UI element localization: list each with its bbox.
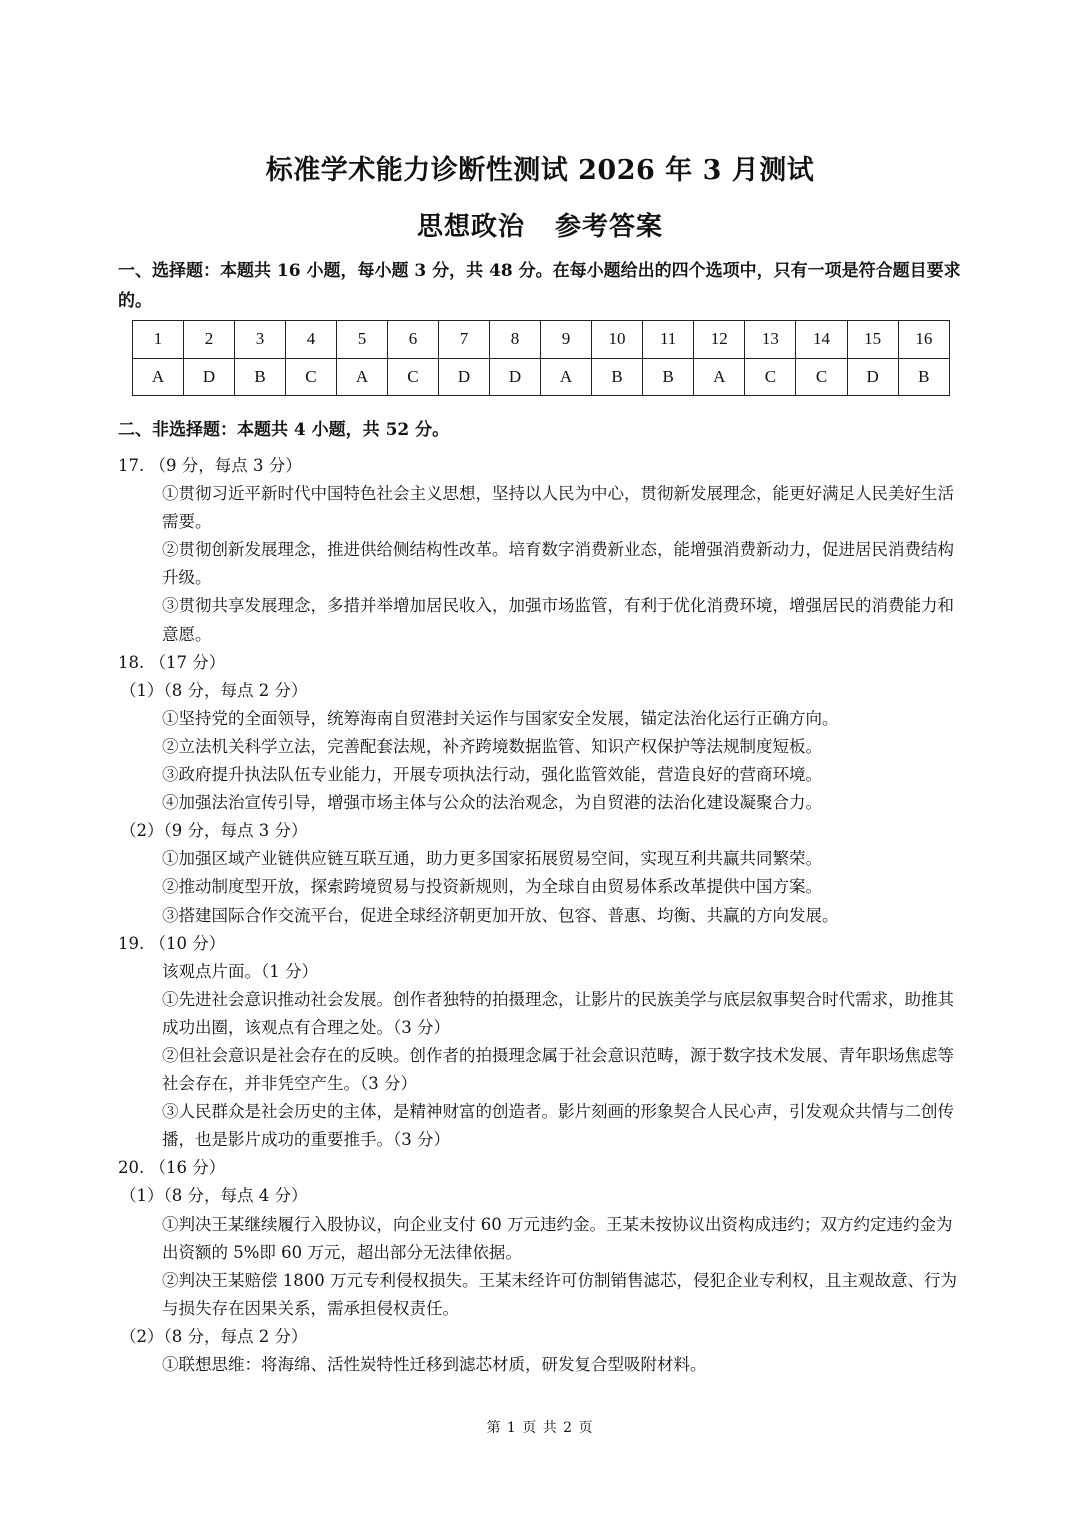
answer-cell: A xyxy=(694,358,745,396)
answer-cell: B xyxy=(898,358,949,396)
answer-point: ②立法机关科学立法，完善配套法规，补齐跨境数据监管、知识产权保护等法规制度短板。 xyxy=(162,736,822,756)
question-number-cell: 10 xyxy=(591,321,642,359)
answer-cell: A xyxy=(133,358,184,396)
answer-cell: D xyxy=(489,358,540,396)
question-number-cell: 3 xyxy=(235,321,286,359)
answer-point: ①贯彻习近平新时代中国特色社会主义思想，坚持以人民为中心，贯彻新发展理念，能更好满足人民美好生活需要。 xyxy=(162,484,954,532)
page-footer: 第 1 页 共 2 页 xyxy=(486,1420,594,1436)
answer-cell: D xyxy=(847,358,898,396)
answer-point: ④加强法治宣传引导，增强市场主体与公众的法治观念，为自贸港的法治化建设凝聚合力。 xyxy=(162,793,822,813)
question-number-cell: 7 xyxy=(438,321,489,359)
answer-cell: D xyxy=(184,358,235,396)
question-number-cell: 8 xyxy=(489,321,540,359)
subquestion-heading: （2）（8 分，每点 2 分） xyxy=(120,1326,308,1346)
answer-cell: C xyxy=(387,358,438,396)
question-heading: 19. （10 分） xyxy=(118,933,226,953)
answer-cell: A xyxy=(336,358,387,396)
answer-point: ③人民群众是社会历史的主体，是精神财富的创造者。影片刻画的形象契合人民心声，引发观众共情与二创传播，也是影片成功的重要推手。（3 分） xyxy=(162,1102,954,1150)
answer-point: ①判决王某继续履行入股协议，向企业支付 60 万元违约金。王某未按协议出资构成违约；双方约定违约金为出资额的 5%即 60 万元，超出部分无法律依据。 xyxy=(162,1214,953,1262)
answer-point: ①联想思维：将海绵、活性炭特性迁移到滤芯材质，研发复合型吸附材料。 xyxy=(162,1355,707,1374)
question-number-cell: 1 xyxy=(133,321,184,359)
question-number-cell: 5 xyxy=(336,321,387,359)
answer-point: ②贯彻创新发展理念，推进供给侧结构性改革。培育数字消费新业态，能增强消费新动力，促进居民消费结构升级。 xyxy=(162,540,954,588)
question-number-cell: 6 xyxy=(387,321,438,359)
subquestion-heading: （1）（8 分，每点 2 分） xyxy=(120,680,308,700)
answer-point: ③政府提升执法队伍专业能力，开展专项执法行动，强化监管效能，营造良好的营商环境。 xyxy=(162,765,822,785)
answer-cell: C xyxy=(796,358,847,396)
answer-point: ③搭建国际合作交流平台，促进全球经济朝更加开放、包容、普惠、均衡、共赢的方向发展。 xyxy=(162,905,839,925)
subquestion-heading: （2）（9 分，每点 3 分） xyxy=(120,821,308,841)
question-heading: 20. （16 分） xyxy=(118,1158,226,1178)
question-number-cell: 16 xyxy=(898,321,949,359)
question-number-cell: 12 xyxy=(694,321,745,359)
section2-instruction: 二、非选择题：本题共 4 小题，共 52 分。 xyxy=(118,420,450,440)
question-heading: 17. （9 分，每点 3 分） xyxy=(118,456,302,475)
subject-name: 思想政治 xyxy=(416,212,525,242)
subject-title xyxy=(0,206,1080,243)
answer-cell: B xyxy=(643,358,694,396)
answer-table xyxy=(132,320,950,396)
answer-cell: C xyxy=(745,358,796,396)
answer-point: ①坚持党的全面领导，统筹海南自贸港封关运作与国家安全发展，锚定法治化运行正确方向。 xyxy=(162,708,839,728)
question-number-cell: 11 xyxy=(643,321,694,359)
answer-point: ②推动制度型开放，探索跨境贸易与投资新规则，为全球自由贸易体系改革提供中国方案。 xyxy=(162,877,822,897)
question-number-cell: 9 xyxy=(540,321,591,359)
answer-point: ②但社会意识是社会存在的反映。创作者的拍摄理念属于社会意识范畴，源于数字技术发展、青年职场焦虑等社会存在，并非凭空产生。（3 分） xyxy=(162,1045,954,1094)
answer-point: ①先进社会意识推动社会发展。创作者独特的拍摄理念，让影片的民族美学与底层叙事契合时代需求，助推其成功出圈，该观点有合理之处。（3 分） xyxy=(162,989,954,1037)
section1-instruction: 一、选择题：本题共 16 小题，每小题 3 分，共 48 分。在每小题给出的四个选项中，只有一项是符合题目要求的。 xyxy=(118,261,961,311)
question-heading: 18. （17 分） xyxy=(118,652,226,672)
exam-title: 标准学术能力诊断性测试 2026 年 3 月测试 xyxy=(265,155,815,186)
question-number-cell: 14 xyxy=(796,321,847,359)
answer-cell: C xyxy=(285,358,336,396)
question-number-row xyxy=(133,321,950,359)
doc-type: 参考答案 xyxy=(555,212,664,242)
question-number-cell: 13 xyxy=(745,321,796,359)
answer-point: 该观点片面。（1 分） xyxy=(162,961,318,981)
answer-cell: B xyxy=(235,358,286,396)
answer-point: ②判决王某赔偿 1800 万元专利侵权损失。王某未经许可仿制销售滤芯，侵犯企业专利权，且主观故意、行为与损失存在因果关系，需承担侵权责任。 xyxy=(162,1270,957,1318)
question-number-cell: 4 xyxy=(285,321,336,359)
subquestion-heading: （1）（8 分，每点 4 分） xyxy=(120,1186,308,1206)
answer-body xyxy=(118,452,968,1379)
answer-row xyxy=(133,358,950,396)
question-number-cell: 2 xyxy=(184,321,235,359)
question-number-cell: 15 xyxy=(847,321,898,359)
answer-point: ③贯彻共享发展理念，多措并举增加居民收入，加强市场监管，有利于优化消费环境，增强居民的消费能力和意愿。 xyxy=(162,596,954,644)
answer-cell: D xyxy=(438,358,489,396)
answer-cell: B xyxy=(591,358,642,396)
answer-point: ①加强区域产业链供应链互联互通，助力更多国家拓展贸易空间，实现互利共赢共同繁荣。 xyxy=(162,849,822,869)
answer-cell: A xyxy=(540,358,591,396)
